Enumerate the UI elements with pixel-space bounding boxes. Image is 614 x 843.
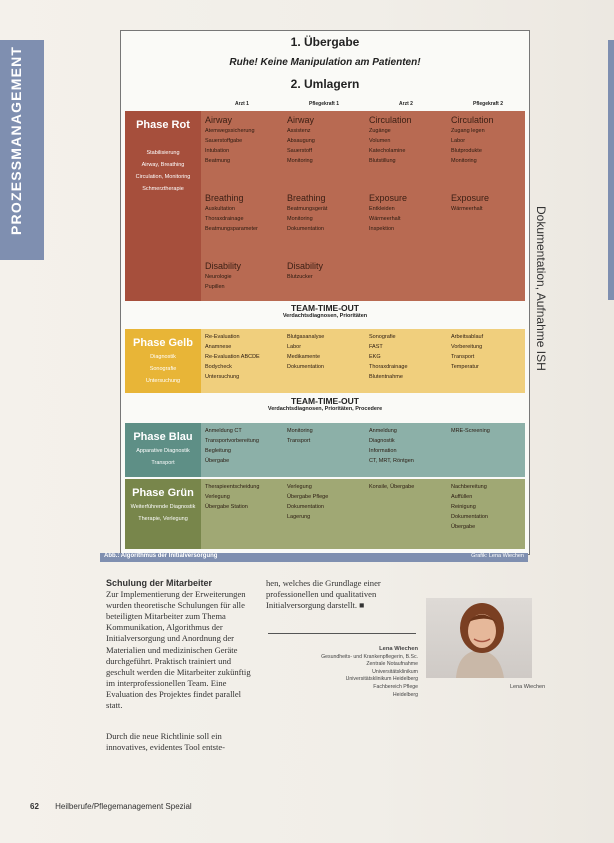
rot-cell-disability-arzt (205, 261, 285, 292)
cell-line: Übergabe (205, 458, 230, 464)
phase-blau-sub-line: Apparative Diagnostik (136, 448, 190, 454)
cell-line: Transport (451, 354, 475, 360)
cell-line: Inspektion (369, 226, 395, 232)
cell-line: Zugänge (369, 128, 391, 134)
phase-gruen-sub-line: Therapie, Verlegung (138, 516, 188, 522)
cell-heading: Breathing (205, 193, 244, 203)
cell-line: Blutstillung (369, 158, 396, 164)
phase-gelb-name: Phase Gelb (133, 337, 193, 349)
cell-line: Anamnese (205, 344, 232, 350)
role-header (201, 101, 527, 109)
gelb-cell-pflege-1 (287, 332, 367, 372)
cell-heading: Circulation (451, 115, 494, 125)
cell-line: Pupillen (205, 284, 225, 290)
article-paragraph: Zur Implementierung der Erweiterungen wurden theoretische Schulungen für alle beteiligten Mitarbeiter zum Thema Kommunikation, Algorithmus der Initialversorgung und Anordnung der Materialien und medizinischen Geräte durchgeführt. Praktisch trainiert und geschult werden die Mitarbeiter zukünftig im interprofessionellen Team. Eine Evaluation des Projektes findet parallel statt. (106, 589, 251, 711)
phase-rot-sub (129, 147, 197, 195)
team-time-out-1 (121, 303, 529, 319)
phase-gruen-label (125, 479, 201, 549)
cell-line: Blutentnahme (369, 374, 403, 380)
cell-line: Assistenz (287, 128, 311, 134)
author-line: Universitätsklinikum (372, 668, 418, 675)
cell-line: Beatmung (205, 158, 231, 164)
phase-gelb-band (125, 329, 525, 393)
author-line: Heidelberg (392, 691, 418, 698)
cell-line: Nachbereitung (451, 484, 487, 490)
phase-rot-sub-line: Airway, Breathing (141, 162, 185, 168)
cell-line: Temperatur (451, 364, 479, 370)
time-out-sub: Verdachtsdiagnosen, Prioritäten (282, 313, 368, 319)
role-arzt-1: Arzt 1 (235, 101, 249, 107)
section-label: PROZESSMANAGEMENT (8, 45, 24, 235)
rot-cell-breathing-arzt (205, 193, 285, 234)
rot-cell-disability-pflege (287, 261, 367, 282)
cell-line: Begleitung (205, 448, 231, 454)
cell-line: Bodycheck (205, 364, 232, 370)
cell-line: Dokumentation (287, 364, 324, 370)
phase-gruen-sub (129, 501, 197, 525)
journal-name: Heilberufe/Pflegemanagement Spezial (55, 802, 192, 811)
phase-gelb-label (125, 329, 201, 393)
cell-line: Transport (287, 438, 311, 444)
cell-line: Entkleiden (369, 206, 395, 212)
cell-line: Transportvorbereitung (205, 438, 259, 444)
blau-cell-pflege-2 (451, 426, 531, 436)
cell-line: Sonografie (369, 334, 396, 340)
rot-cell-airway-pflege (287, 115, 367, 166)
gelb-cell-arzt-2 (369, 332, 449, 382)
phase-gelb-sub-line: Sonografie (149, 366, 177, 372)
phase-gelb-sub (129, 351, 197, 387)
rot-cell-airway-arzt (205, 115, 285, 166)
cell-line: Konsile, Übergabe (369, 484, 415, 490)
author-photo (426, 598, 532, 678)
cell-line: Medikamente (287, 354, 321, 360)
cell-heading: Exposure (451, 193, 490, 203)
phase-rot-band (125, 111, 525, 301)
cell-line: Wärmeerhalt (369, 216, 401, 222)
cell-line: Volumen (369, 138, 391, 144)
article-column-1 (106, 578, 252, 753)
diagram-title-transfer: 2. Umlagern (290, 77, 360, 91)
cell-line: Intubation (205, 148, 230, 154)
diagram-subtitle: Ruhe! Keine Manipulation am Patienten! (229, 57, 421, 68)
role-arzt-2: Arzt 2 (399, 101, 413, 107)
rot-cell-exposure-pflege (451, 193, 531, 214)
cell-line: Therapieentscheidung (205, 484, 260, 490)
phase-gelb-sub-line: Diagnostik (150, 354, 176, 360)
photo-caption: Lena Wiechen (510, 684, 546, 690)
time-out-sub: Verdachtsdiagnosen, Prioritäten, Procedere (267, 406, 383, 412)
cell-line: Blutgasanalyse (287, 334, 325, 340)
article-paragraph: hen, welches die Grundlage einer professionellen und qualitativen Initialversorgung darstellt. ■ (266, 578, 381, 611)
gelb-cell-arzt-1 (205, 332, 285, 382)
cell-line: Monitoring (287, 428, 313, 434)
cell-line: Lagerung (287, 514, 311, 520)
blau-cell-arzt-2 (369, 426, 449, 466)
article-heading: Schulung der Mitarbeiter (106, 578, 213, 588)
cell-line: Re-Evaluation (205, 334, 240, 340)
cell-line: Sauerstoff (287, 148, 312, 154)
author-line: Zentrale Notaufnahme (366, 661, 418, 668)
time-out-title: TEAM-TIME-OUT (291, 396, 359, 406)
page-footer (30, 802, 192, 811)
author-portrait-graphic (426, 598, 532, 678)
phase-rot-label (125, 111, 201, 301)
cell-line: Zugang legen (451, 128, 485, 134)
phase-blau-name: Phase Blau (133, 431, 193, 443)
cell-line: Dokumentation (287, 504, 324, 510)
cell-line: Übergabe Station (205, 504, 248, 510)
cell-line: Information (369, 448, 397, 454)
author-line: Universitätsklinikum Heidelberg (345, 676, 418, 683)
cell-line: Blutprodukte (451, 148, 482, 154)
figure-caption: Abb.: Algorithmus der Initialversorgung (104, 553, 218, 559)
cell-line: Übergabe Pflege (287, 494, 329, 500)
page-number: 62 (30, 802, 39, 811)
phase-rot-name: Phase Rot (136, 119, 190, 131)
phase-gruen-band (125, 479, 525, 549)
cell-heading: Disability (205, 261, 242, 271)
article-paragraph: Durch die neue Richtlinie soll ein innovatives, evidentes Tool entste- (106, 731, 226, 753)
cell-line: Diagnostik (369, 438, 395, 444)
rot-cell-circulation-pflege (451, 115, 531, 166)
cell-line: Re-Evaluation ABCDE (205, 354, 260, 360)
phase-blau-sub-line: Transport (151, 460, 175, 466)
rot-cell-circulation-arzt (369, 115, 449, 166)
blau-cell-pflege-1 (287, 426, 367, 446)
phase-gruen-sub-line: Weiterführende Diagnostik (130, 504, 196, 510)
cell-line: Katecholamine (369, 148, 406, 154)
right-vertical-label: Dokumentation, Aufnahme ISH (534, 206, 548, 371)
cell-heading: Airway (287, 115, 315, 125)
right-edge-strip (608, 40, 614, 300)
author-divider (268, 633, 416, 634)
cell-heading: Circulation (369, 115, 412, 125)
team-time-out-2 (121, 396, 529, 412)
phase-rot-sub-line: Circulation, Monitoring (135, 174, 191, 180)
gruen-cell-pflege-1 (287, 482, 367, 522)
cell-line: Beatmungsparameter (205, 226, 258, 232)
cell-line: Atemwegssicherung (205, 128, 255, 134)
role-pflege-2: Pflegekraft 2 (472, 101, 503, 107)
diagram-title-handover: 1. Übergabe (290, 35, 360, 49)
rot-cell-exposure-arzt (369, 193, 449, 234)
cell-line: Übergabe (451, 524, 476, 530)
cell-line: Verlegung (205, 494, 230, 500)
cell-line: Neurologie (205, 274, 232, 280)
cell-line: Arbeitsablauf (451, 334, 484, 340)
cell-line: Anmeldung CT (205, 428, 242, 434)
cell-heading: Exposure (369, 193, 408, 203)
cell-line: Sauerstoffgabe (205, 138, 243, 144)
cell-line: EKG (369, 354, 381, 360)
gruen-cell-pflege-2 (451, 482, 531, 532)
cell-heading: Breathing (287, 193, 326, 203)
time-out-title: TEAM-TIME-OUT (291, 303, 359, 313)
algorithm-diagram (120, 30, 530, 555)
cell-line: Reinigung (451, 504, 476, 510)
cell-line: Untersuchung (205, 374, 240, 380)
cell-line: Monitoring (287, 216, 313, 222)
cell-line: Thoraxdrainage (205, 216, 244, 222)
author-name: Lena Wiechen (379, 646, 418, 652)
cell-line: Vorbereitung (451, 344, 483, 350)
author-line: Gesundheits- und Krankenpflegerin, B.Sc. (321, 653, 418, 660)
phase-blau-label (125, 423, 201, 477)
cell-line: Monitoring (287, 158, 313, 164)
role-pflege-1: Pflegekraft 1 (308, 101, 339, 107)
author-line: Fachbereich Pflege (373, 683, 418, 690)
gelb-cell-pflege-2 (451, 332, 531, 372)
gruen-cell-arzt-1 (205, 482, 285, 512)
cell-line: Absaugung (287, 138, 315, 144)
phase-gelb-sub-line: Untersuchung (145, 378, 181, 384)
phase-blau-sub (129, 445, 197, 469)
cell-line: Anmeldung (369, 428, 397, 434)
cell-line: Labor (287, 344, 302, 350)
gruen-cell-arzt-2 (369, 482, 449, 492)
figure-caption-bar (100, 553, 528, 562)
cell-line: Beatmungsgerät (287, 206, 328, 212)
author-block (266, 646, 418, 699)
cell-line: Monitoring (451, 158, 477, 164)
cell-line: CT, MRT, Röntgen (369, 458, 414, 464)
phase-rot-sub-line: Stabilisierung (146, 150, 180, 156)
article-column-2 (266, 578, 418, 611)
cell-line: Blutzucker (287, 274, 313, 280)
cell-line: Labor (451, 138, 466, 144)
cell-line: Verlegung (287, 484, 312, 490)
cell-line: Dokumentation (287, 226, 324, 232)
cell-line: Wärmeerhalt (451, 206, 483, 212)
cell-line: MRE-Screening (451, 428, 490, 434)
phase-rot-sub-line: Schmerztherapie (142, 186, 184, 192)
cell-heading: Airway (205, 115, 233, 125)
cell-heading: Disability (287, 261, 324, 271)
cell-line: FAST (369, 344, 383, 350)
cell-line: Dokumentation (451, 514, 488, 520)
cell-line: Thoraxdrainage (369, 364, 408, 370)
figure-credit: Grafik: Lena Wiechen (471, 553, 524, 559)
phase-blau-band (125, 423, 525, 477)
blau-cell-arzt-1 (205, 426, 285, 466)
cell-line: Auskultation (205, 206, 235, 212)
cell-line: Auffüllen (451, 494, 473, 500)
rot-cell-breathing-pflege (287, 193, 367, 234)
phase-gruen-name: Phase Grün (132, 487, 194, 499)
